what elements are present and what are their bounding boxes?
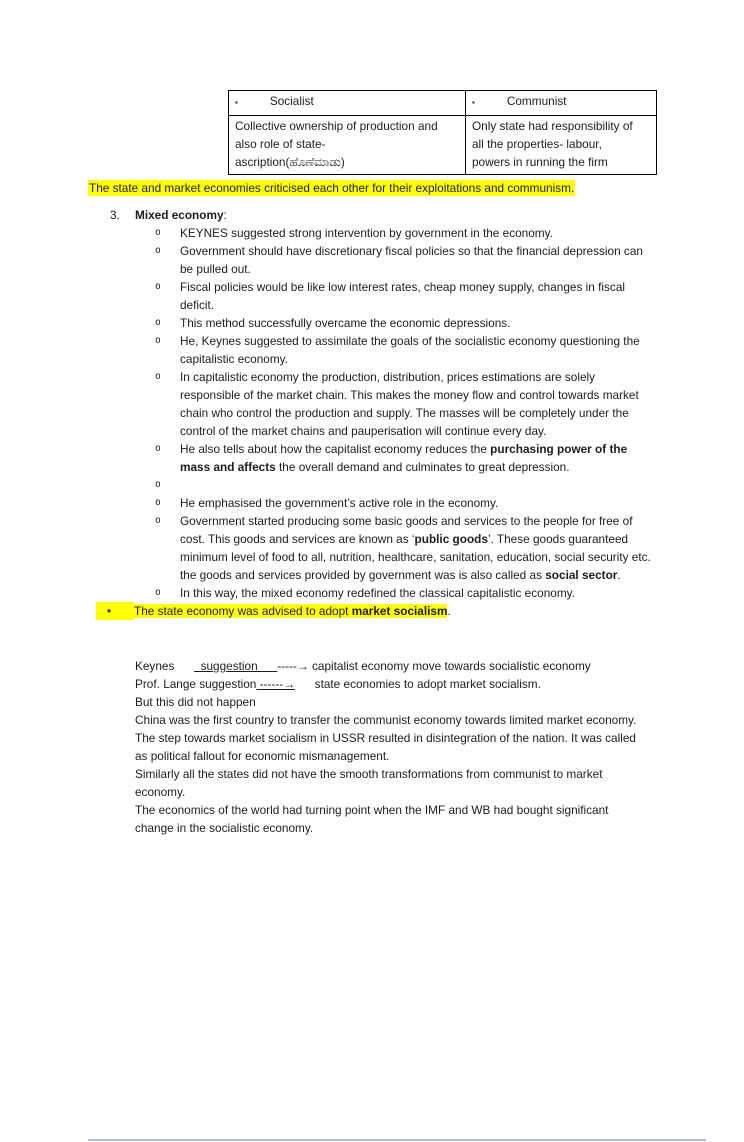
list-item xyxy=(155,368,744,440)
list-item-text: Government should have discretionary fiscal policies so that the financial depression can be pulled out. xyxy=(180,244,647,276)
table-header-label: Communist xyxy=(506,94,567,108)
table-header-row xyxy=(229,91,657,116)
list-number: 3. xyxy=(110,208,120,222)
list-item xyxy=(155,314,744,332)
circle-bullet-icon: o xyxy=(155,245,161,256)
list-item-text: Fiscal policies would be like low interest rates, cheap money supply, changes in fiscal deficit. xyxy=(180,280,629,312)
table-header-label: Socialist xyxy=(269,94,314,108)
circle-bullet-icon: o xyxy=(155,227,161,238)
list-item xyxy=(155,440,744,476)
list-item-text: In capitalistic economy the production, distribution, prices estimations are solely responsible of the market chain. This makes the money flow and control towards market chain who control the production and supply. The masses will be completely under the control of the market chains and pauperisation will continue every day. xyxy=(180,370,643,438)
circle-bullet-icon: o xyxy=(155,317,161,328)
circle-bullet-icon: o xyxy=(155,497,161,508)
circle-bullet-icon: o xyxy=(155,479,161,490)
square-bullet-icon: ▪ xyxy=(472,98,475,107)
highlighted-list-item-text: The state economy was advised to adopt market socialism. xyxy=(134,604,451,618)
list-item-empty xyxy=(155,476,744,494)
highlighted-note: The state and market economies criticised each other for their exploitations and communism. xyxy=(89,181,575,195)
table-header-communist xyxy=(466,91,657,116)
circle-bullet-icon: o xyxy=(155,515,161,526)
list-item xyxy=(155,224,744,242)
list-item-text xyxy=(180,476,658,494)
list-item-text: He, Keynes suggested to assimilate the goals of the socialistic economy questioning the capitalistic economy. xyxy=(180,334,643,366)
mixed-economy-bullet-list xyxy=(0,224,744,602)
list-item xyxy=(155,494,744,512)
document-page xyxy=(0,90,744,1142)
square-bullet-icon: ▪ xyxy=(235,98,238,107)
list-item xyxy=(155,512,744,584)
note-line: The economics of the world had turning point when the IMF and WB had bought significant change in the socialistic economy. xyxy=(135,803,612,835)
note-line: The step towards market socialism in USSR resulted in disintegration of the nation. It was called as political fallout for economic mismanagement. xyxy=(135,731,640,763)
circle-bullet-icon: o xyxy=(155,371,161,382)
circle-bullet-icon: o xyxy=(155,335,161,346)
list-item xyxy=(155,584,744,602)
list-item-text: He also tells about how the capitalist economy reduces the purchasing power of the mass and affects the overall demand and culminates to great depression. xyxy=(180,442,631,474)
table-body-row xyxy=(229,116,657,175)
note-line: China was the first country to transfer the communist economy towards limited market economy. xyxy=(135,713,637,727)
list-item xyxy=(155,242,744,278)
disc-bullet-icon: • xyxy=(96,602,134,620)
list-item xyxy=(155,332,744,368)
note-line: But this did not happen xyxy=(135,695,256,709)
note-line: Keynes suggestion -----→ capitalist economy move towards socialistic economy xyxy=(135,659,591,673)
socialist-communist-table xyxy=(228,90,657,175)
list-item-text: This method successfully overcame the economic depressions. xyxy=(180,316,511,330)
list-item-text: He emphasised the government’s active role in the economy. xyxy=(180,496,499,510)
list-item-text: KEYNES suggested strong intervention by government in the economy. xyxy=(180,226,553,240)
highlighted-list-item xyxy=(96,602,744,620)
note-line: Similarly all the states did not have the smooth transformations from communist to market economy. xyxy=(135,767,606,799)
circle-bullet-icon: o xyxy=(155,587,161,598)
table-header-socialist xyxy=(229,91,466,116)
list-item-text: Government started producing some basic goods and services to the people for free of cost. This goods and services are known as ‘public goods’. These goods guaranteed minimum level of food to all, nutrition, healthcare, sanitation, education, social security etc. the goods and services provided by government was is also called as social sector. xyxy=(180,514,655,582)
circle-bullet-icon: o xyxy=(155,443,161,454)
note-line: Prof. Lange suggestion ------→ state economies to adopt market socialism. xyxy=(135,677,541,691)
section-heading-mixed-economy xyxy=(110,206,744,224)
circle-bullet-icon: o xyxy=(155,281,161,292)
keynes-notes-block xyxy=(135,657,645,837)
section-title: Mixed economy: xyxy=(135,208,227,222)
highlighted-note-line xyxy=(88,179,744,197)
list-item xyxy=(155,278,744,314)
table-cell-communist: Only state had responsibility of all the properties- labour, powers in running the firm xyxy=(466,116,657,175)
table-cell-socialist: Collective ownership of production and also role of state- ascription(ಹೊಣೆಮಾಡು) xyxy=(229,116,466,175)
list-item-text: In this way, the mixed economy redefined the classical capitalistic economy. xyxy=(180,586,575,600)
page-bottom-rule xyxy=(88,1139,706,1141)
